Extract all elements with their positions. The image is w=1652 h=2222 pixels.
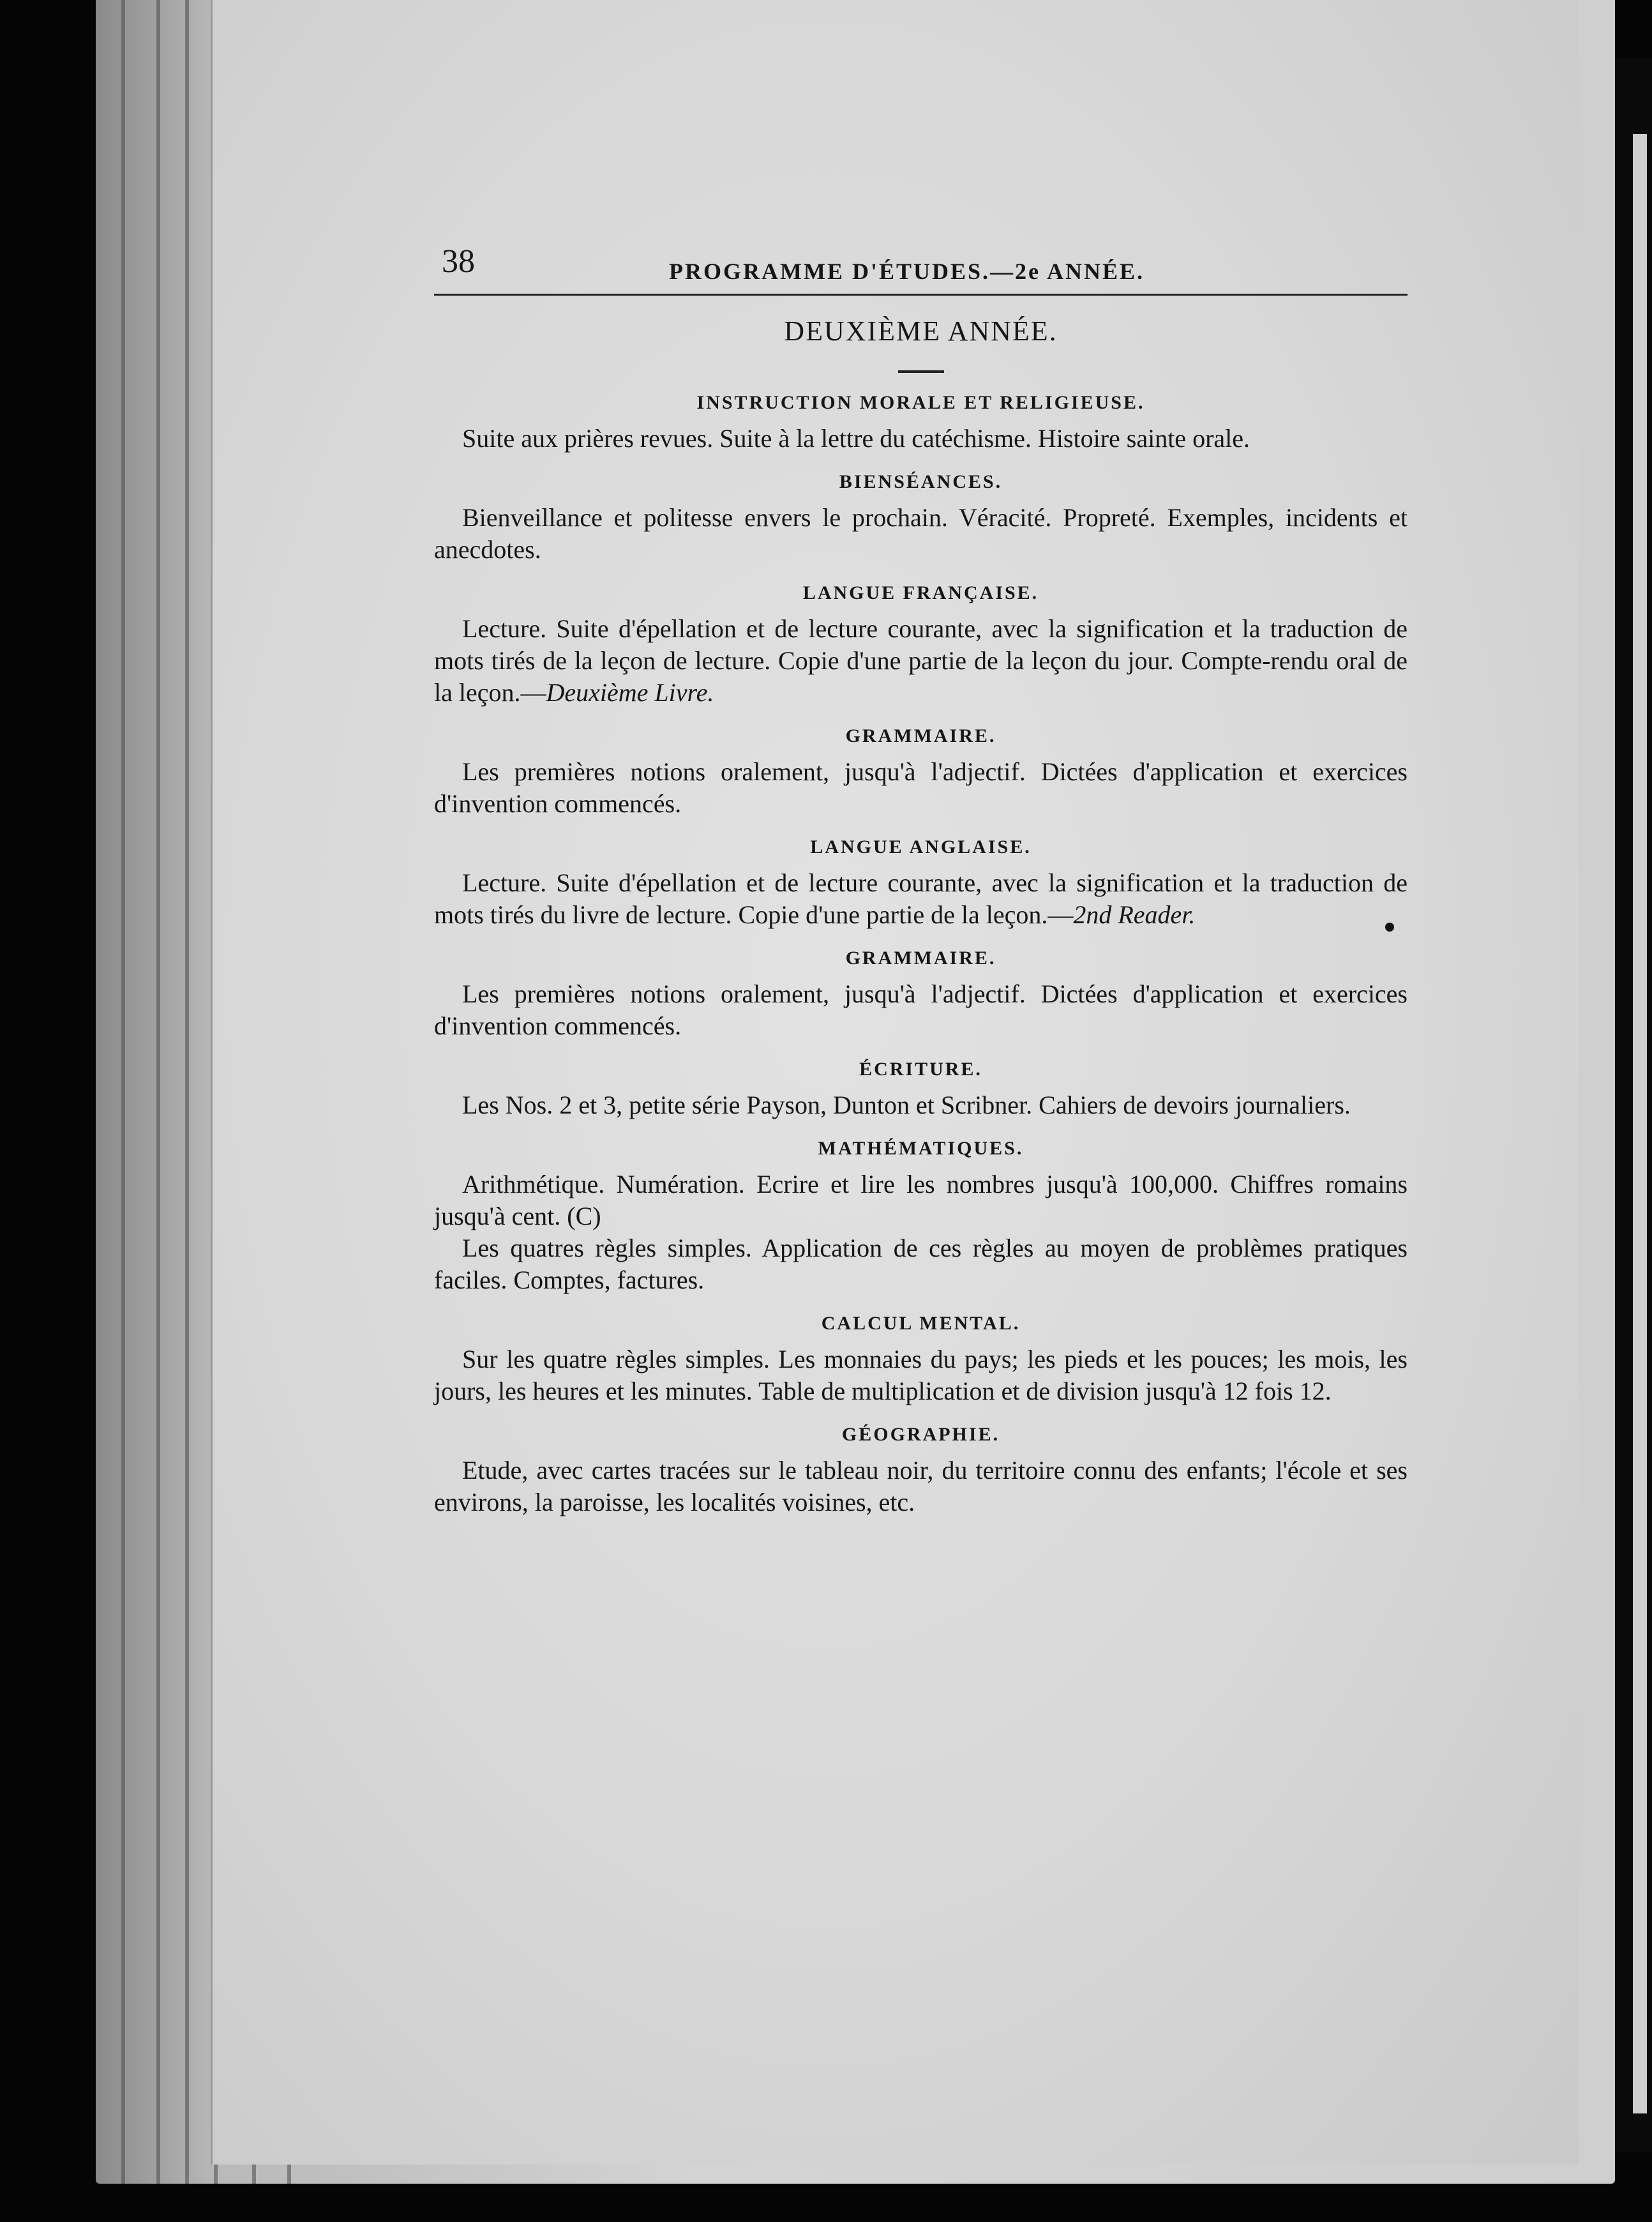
paragraph: Les Nos. 2 et 3, petite série Payson, Dunton et Scribner. Cahiers de devoirs journaliers.	[462, 1091, 1351, 1119]
page-edge	[121, 0, 125, 2184]
section-heading: CALCUL MENTAL.	[821, 1313, 1021, 1334]
page-title: DEUXIÈME ANNÉE.	[784, 315, 1058, 347]
page-edge	[185, 0, 189, 2184]
book-title: 2nd Reader.	[1073, 900, 1196, 929]
title-rule	[898, 370, 944, 373]
paragraph: Etude, avec cartes tracées sur le tableau noir, du territoire connu des enfants; l'école et ses environs, la paroisse, les localités voisines, etc.	[434, 1456, 1408, 1516]
section-heading: INSTRUCTION MORALE ET RELIGIEUSE.	[696, 392, 1145, 413]
section-heading: GRAMMAIRE.	[845, 948, 996, 969]
section-heading: LANGUE ANGLAISE.	[810, 836, 1032, 858]
paragraph: Sur les quatre règles simples. Les monnaies du pays; les pieds et les pouces; les mois, les jours, les heures et les minutes. Table de multiplication et de division jusqu'à 12 fois 12.	[434, 1345, 1408, 1405]
paragraph: Bienveillance et politesse envers le prochain. Véracité. Propreté. Exemples, incidents et anecdotes.	[434, 503, 1408, 564]
page-header	[434, 230, 1408, 296]
section-heading: LANGUE FRANÇAISE.	[802, 582, 1039, 603]
section-heading: GRAMMAIRE.	[845, 725, 996, 746]
section-heading: GÉOGRAPHIE.	[841, 1424, 1000, 1445]
paragraph: Les quatres règles simples. Application de ces règles au moyen de problèmes pratiques faciles. Comptes, factures.	[434, 1234, 1408, 1294]
section-heading: ÉCRITURE.	[859, 1059, 982, 1080]
paragraph: Arithmétique. Numération. Ecrire et lire les nombres jusqu'à 100,000. Chiffres romains jusqu'à cent. (C)	[434, 1170, 1408, 1230]
next-page-edge	[1633, 134, 1647, 2113]
paragraph	[434, 867, 1408, 931]
page-number: 38	[442, 243, 475, 280]
paragraph	[434, 613, 1408, 709]
paragraph: Suite aux prières revues. Suite à la lettre du catéchisme. Histoire sainte orale.	[462, 424, 1250, 453]
paragraph-text: Lecture. Suite d'épellation et de lecture courante, avec la signification et la traduction de mots tirés de la leçon de lecture. Copie d'une partie de la leçon du jour. Compte-rendu oral de la leçon.—	[434, 614, 1408, 707]
ink-dot	[1385, 923, 1394, 932]
binding-shadow	[1615, 57, 1652, 2152]
paragraph: Les premières notions oralement, jusqu'à l'adjectif. Dictées d'application et exercices d'invention commencés.	[434, 757, 1408, 818]
text-block	[434, 230, 1408, 1532]
section-heading: MATHÉMATIQUES.	[818, 1138, 1024, 1159]
running-head: PROGRAMME D'ÉTUDES.—2e ANNÉE.	[669, 259, 1145, 284]
book-title: Deuxième Livre.	[546, 678, 714, 707]
page-edge	[156, 0, 160, 2184]
section-heading: BIENSÉANCES.	[839, 471, 1003, 492]
paragraph: Les premières notions oralement, jusqu'à l'adjectif. Dictées d'application et exercices d'invention commencés.	[434, 979, 1408, 1040]
paragraph-text: Lecture. Suite d'épellation et de lecture courante, avec la signification et la traduction de mots tirés du livre de lecture. Copie d'une partie de la leçon.—	[434, 868, 1408, 929]
